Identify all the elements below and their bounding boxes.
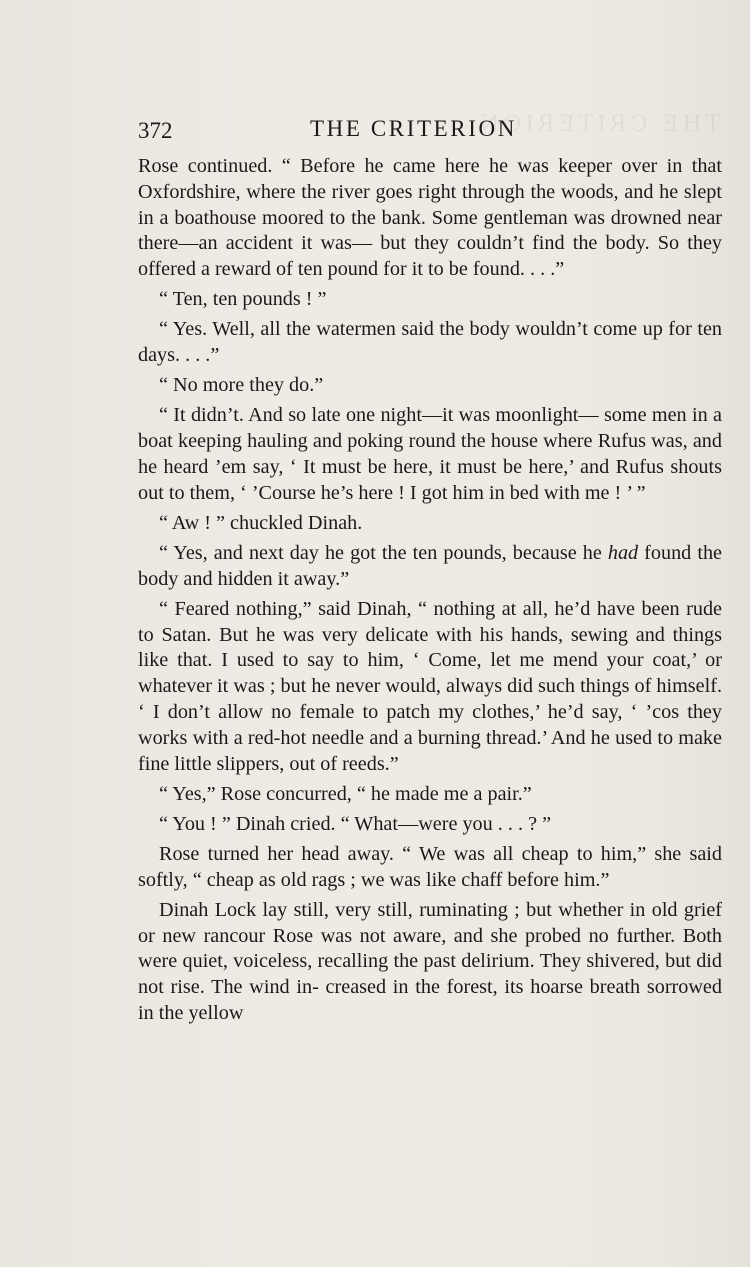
body-text: [138, 154, 722, 1031]
paragraph: “ Yes,” Rose concurred, “ he made me a pair.”: [159, 782, 532, 805]
paragraph: Dinah Lock lay still, very still, ruminating ; but whether in old grief or new rancour Rose was not aware, and she probed no further. Both were quiet, voiceless, recalling the past delirium. They shivered, but did not rise. The wind in- creased in the forest, its hoarse breath sorrowed in the yellow: [138, 898, 722, 1024]
page-number: 372: [138, 118, 173, 143]
paragraph: “ Aw ! ” chuckled Dinah.: [159, 511, 363, 534]
paragraph: “ Yes. Well, all the watermen said the body wouldn’t come up for ten days. . . .”: [138, 318, 722, 367]
paragraph: “ No more they do.”: [159, 374, 324, 397]
emphasis: had: [607, 541, 639, 564]
paragraph: “ Ten, ten pounds ! ”: [159, 288, 327, 311]
running-title: THE CRITERION: [310, 116, 517, 141]
page-header: [138, 116, 722, 146]
show-through-heading: THE CRITERION: [475, 112, 720, 137]
paragraph: “ It didn’t. And so late one night—it was moonlight— some men in a boat keeping hauling and poking round the house where Rufus was, and he heard ’em say, ‘ It must be here, it must be here,’ and Rufus shouts out to them, ‘ ’Course he’s here ! I got him in bed with me ! ’ ”: [138, 404, 722, 504]
paragraph: Rose turned her head away. “ We was all cheap to him,” she said softly, “ cheap as old rags ; we was like chaff before him.”: [138, 842, 722, 891]
paragraph: Rose continued. “ Before he came here he was keeper over in that Oxfordshire, where the river goes right through the woods, and he slept in a boathouse moored to the bank. Some gentleman was drowned near there—an accident it was— but they couldn’t find the body. So they offered a reward of ten pound for it to be found. . . .”: [138, 155, 722, 281]
paragraph: “ Yes, and next day he got the ten pounds, because he had found the body and hidden it away.”: [138, 541, 722, 590]
paragraph: “ You ! ” Dinah cried. “ What—were you . . . ? ”: [159, 812, 552, 835]
paragraph: “ Feared nothing,” said Dinah, “ nothing at all, he’d have been rude to Satan. But he was very delicate with his hands, sewing and things like that. I used to say to him, ‘ Come, let me mend your coat,’ or whatever it was ; but he never would, always did such things of himself. ‘ I don’t allow no female to patch my clothes,’ he’d say, ‘ ’cos they works with a red-hot needle and a burning thread.’ And he used to make fine little slippers, out of reeds.”: [138, 597, 722, 775]
